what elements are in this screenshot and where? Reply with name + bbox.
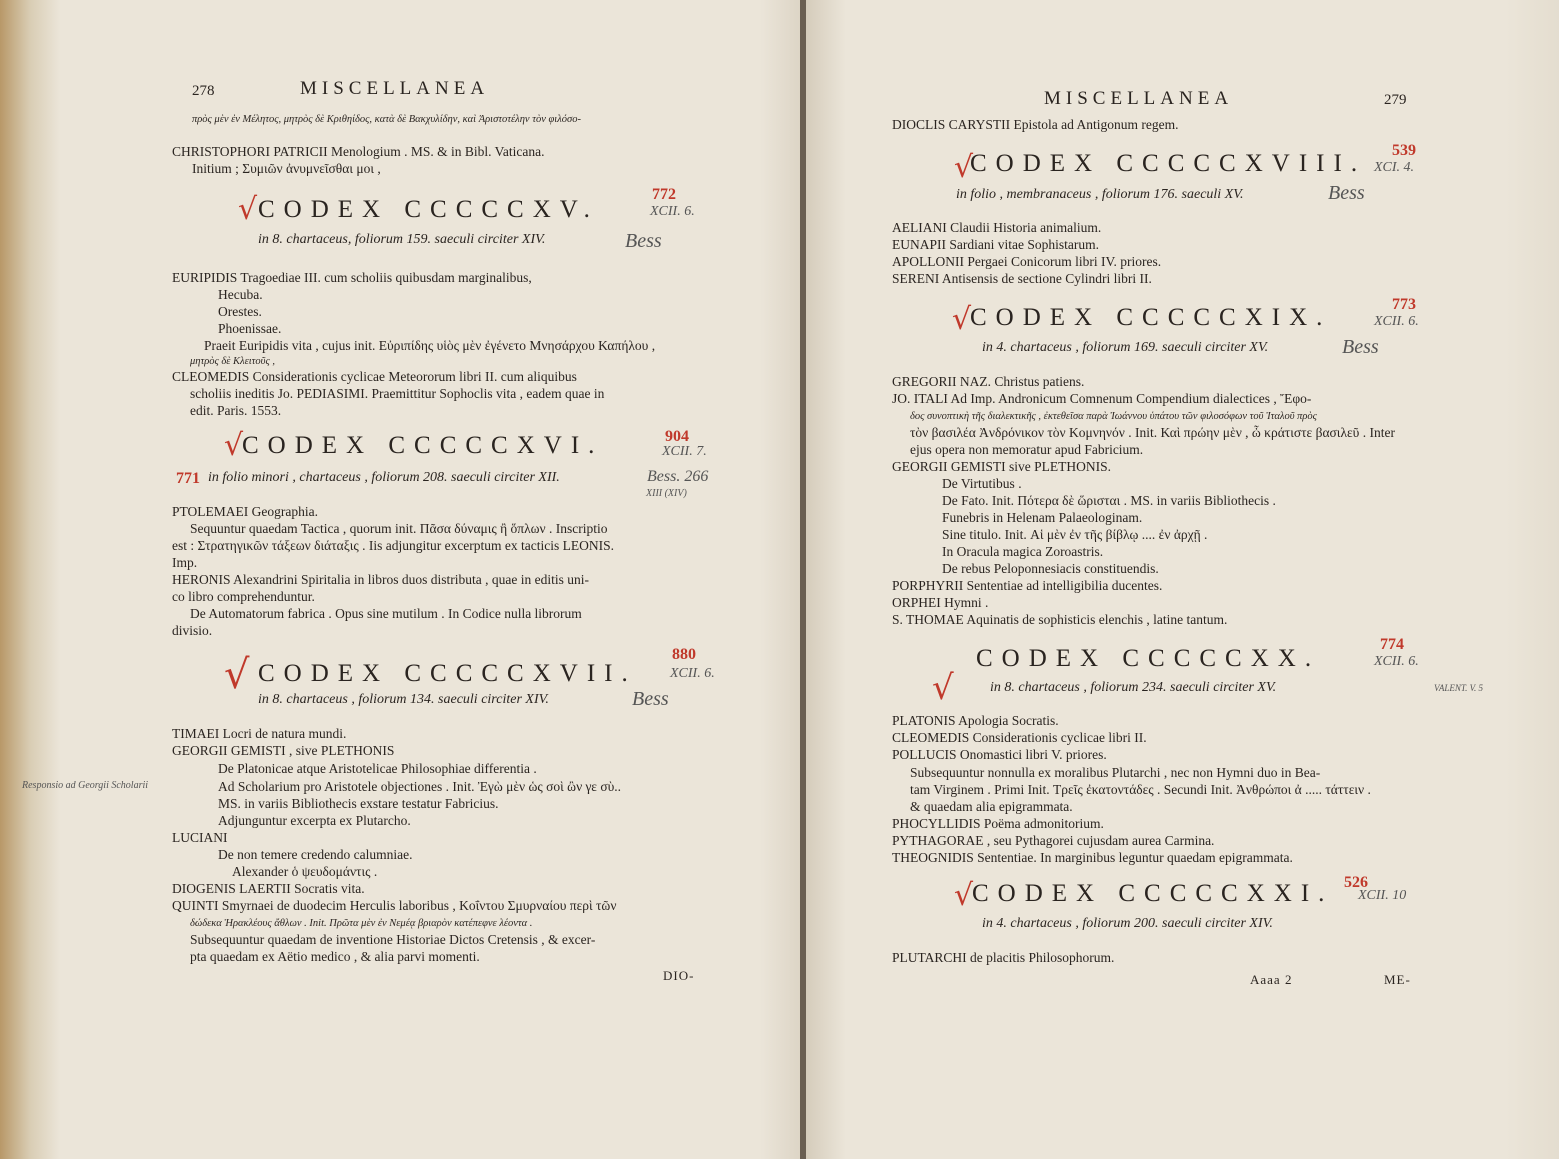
text-line: GEORGII GEMISTI sive PLETHONIS. xyxy=(892,459,1111,474)
text-line: CHRISTOPHORI PATRICII Menologium . MS. & in Bibl. Vaticana. xyxy=(172,144,545,159)
text-line: HERONIS Alexandrini Spiritalia in libros duos distributa , quae in editis uni- xyxy=(172,572,589,587)
text-line: Funebris in Helenam Palaeologinam. xyxy=(942,510,1143,525)
text-line: Ad Scholarium pro Aristotele objectiones . Init. Ἐγὼ μὲν ὡς σοὶ ὢν γε σὺ.. xyxy=(218,779,622,794)
page-number: 278 xyxy=(192,83,215,99)
text-line: LUCIANI xyxy=(172,830,228,845)
right-page xyxy=(806,0,1559,1159)
red-shelf-number: 772 xyxy=(652,186,676,203)
text-line: DIOGENIS LAERTII Socratis vita. xyxy=(172,881,365,896)
text-line: edit. Paris. 1553. xyxy=(190,403,282,418)
text-line: POLLUCIS Onomastici libri V. priores. xyxy=(892,747,1107,762)
check-mark: √ xyxy=(954,150,974,185)
catchword: ME- xyxy=(1384,972,1411,987)
pencil-shelfmark: XCII. 6. xyxy=(1374,314,1419,329)
text-line: PTOLEMAEI Geographia. xyxy=(172,504,318,519)
text-line: In Oracula magica Zoroastris. xyxy=(942,544,1104,559)
text-line: divisio. xyxy=(172,623,213,638)
text-line: Praeit Euripidis vita , cujus init. Εὐριπίδης υἱὸς μὲν ἐγένετο Μνησάρχου Καπήλου , xyxy=(204,338,656,353)
text-line: PHOCYLLIDIS Poëma admonitorium. xyxy=(892,816,1104,831)
text-line: QUINTI Smyrnaei de duodecim Herculis laboribus , Κοΐντου Σμυρναίου περὶ τῶν xyxy=(172,898,617,913)
text-line: τὸν βασιλέα Ἀνδρόνικον τὸν Κομνηνόν . Init. Καὶ πρώην μὲν , ὦ κράτιστε βασιλεῦ . Inter xyxy=(910,425,1395,440)
codex-heading: CODEX CCCCCXX. xyxy=(976,645,1321,672)
pencil-shelfmark: XCII. 6. xyxy=(1374,654,1419,669)
text-line: EUNAPII Sardiani vitae Sophistarum. xyxy=(892,237,1099,252)
hand-note: Bess xyxy=(1328,182,1365,204)
text-line: & quaedam alia epigrammata. xyxy=(910,799,1073,814)
codex-description: in folio minori , chartaceus , foliorum 208. saeculi circiter XII. xyxy=(208,470,560,485)
text-line: Sine titulo. Init. Αἱ μὲν ἐν τῆς βίβλῳ .... ἐν ἀρχῇ . xyxy=(942,527,1208,542)
text-line: Alexander ὁ ψευδομάντις . xyxy=(232,864,378,879)
text-line: THEOGNIDIS Sententiae. In marginibus leguntur quaedam epigrammata. xyxy=(892,850,1293,865)
text-line: δώδεκα Ἡρακλέους ἄθλων . Init. Πρῶτα μὲν ἐν Νεμέᾳ βριαρὸν κατέπεφνε λέοντα . xyxy=(190,918,533,929)
text-line: ORPHEI Hymni . xyxy=(892,595,989,610)
text-line: AELIANI Claudii Historia animalium. xyxy=(892,220,1102,235)
text-line: Imp. xyxy=(172,555,198,570)
text-line: Phoenissae. xyxy=(218,321,282,336)
running-head: MISCELLANEA xyxy=(1044,88,1234,109)
signature-mark: Aaaa 2 xyxy=(1250,972,1293,987)
check-mark: √ xyxy=(238,192,258,227)
text-line: De Fato. Init. Πότερα δὲ ὥρισται . MS. in variis Bibliothecis . xyxy=(942,493,1276,508)
codex-description: in folio , membranaceus , foliorum 176. saeculi XV. xyxy=(956,187,1244,202)
text-line: tam Virginem . Primi Init. Τρεῖς ἐκατοντάδες . Secundi Init. Ἀνθρώποι ἀ ..... τάττειν . xyxy=(910,782,1371,797)
pencil-shelfmark: XCII. 7. xyxy=(662,444,707,459)
text-line: JO. ITALI Ad Imp. Andronicum Comnenum Compendium dialectices , Ἔφο- xyxy=(892,391,1312,406)
text-line: DIOCLIS CARYSTII Epistola ad Antigonum regem. xyxy=(892,117,1179,132)
text-line: Subsequuntur quaedam de inventione Historiae Dictos Cretensis , & excer- xyxy=(190,932,596,947)
text-line: Sequuntur quaedam Tactica , quorum init. Πᾶσα δύναμις ἢ ὅπλων . Inscriptio xyxy=(190,521,608,536)
text-line: S. THOMAE Aquinatis de sophisticis elenchis , latine tantum. xyxy=(892,612,1228,627)
hand-note: Bess xyxy=(1342,336,1379,358)
text-line: De non temere credendo calumniae. xyxy=(218,847,413,862)
codex-heading: CODEX CCCCCXVII. xyxy=(258,660,637,687)
pencil-shelfmark: XCI. 4. xyxy=(1374,160,1415,175)
text-line: MS. in variis Bibliothecis exstare testatur Fabricius. xyxy=(218,796,499,811)
text-line: PLATONIS Apologia Socratis. xyxy=(892,713,1059,728)
text-line: SERENI Antisensis de sectione Cylindri libri II. xyxy=(892,271,1152,286)
hand-note: VALENT. V. 5 xyxy=(1434,683,1484,693)
text-line: PORPHYRII Sententiae ad intelligibilia ducentes. xyxy=(892,578,1163,593)
text-line: APOLLONII Pergaei Conicorum libri IV. priores. xyxy=(892,254,1162,269)
check-mark: √ xyxy=(224,428,244,463)
red-shelf-number: 774 xyxy=(1380,636,1404,653)
margin-red-number: 771 xyxy=(176,470,200,487)
page-number: 279 xyxy=(1384,92,1407,108)
codex-description: in 8. chartaceus, foliorum 159. saeculi circiter XIV. xyxy=(258,232,546,247)
text-line: ejus opera non memoratur apud Fabricium. xyxy=(910,442,1144,457)
text-line: Subsequuntur nonnulla ex moralibus Plutarchi , nec non Hymni duo in Bea- xyxy=(910,765,1321,780)
text-line: Hecuba. xyxy=(218,287,263,302)
text-line: De Platonicae atque Aristotelicae Philosophiae differentia . xyxy=(218,761,537,776)
red-shelf-number: 539 xyxy=(1392,142,1416,159)
codex-heading: CODEX CCCCCXV. xyxy=(258,196,599,223)
text-line: co libro comprehenduntur. xyxy=(172,589,315,604)
margin-note: Responsio ad Georgii Scholarii xyxy=(22,780,149,791)
text-line: est : Στρατηγικῶν τάξεων διάταξις . Iis adjungitur excerptum ex tacticis LEONIS. xyxy=(172,538,615,553)
codex-description: in 8. chartaceus , foliorum 134. saeculi circiter XIV. xyxy=(258,692,549,707)
text-line: pta quaedam ex Aëtio medico , & alia parvi momenti. xyxy=(190,949,480,964)
text-line: GEORGII GEMISTI , sive PLETHONIS xyxy=(172,743,395,758)
check-mark: √ xyxy=(224,652,250,698)
pencil-shelfmark: XCII. 10 xyxy=(1358,888,1407,903)
hand-note: Bess xyxy=(632,688,669,710)
codex-description: in 4. chartaceus , foliorum 200. saeculi circiter XIV. xyxy=(982,916,1273,931)
text-line: πρὸς μὲν ἐν Μέλητος, μητρὸς δὲ Κριθηίδος, κατὰ δὲ Βακχυλίδην, καὶ Ἀριστοτέλην τὸν φιλόσο- xyxy=(192,114,581,125)
text-line: Adjunguntur excerpta ex Plutarcho. xyxy=(218,813,411,828)
codex-heading: CODEX CCCCCXVI. xyxy=(242,432,604,459)
text-line: De Virtutibus . xyxy=(942,476,1022,491)
text-line: GREGORII NAZ. Christus patiens. xyxy=(892,374,1085,389)
red-shelf-number: 880 xyxy=(672,646,696,663)
check-mark: √ xyxy=(952,302,972,337)
codex-description: in 8. chartaceus , foliorum 234. saeculi circiter XV. xyxy=(990,680,1277,695)
check-mark: √ xyxy=(954,878,974,913)
codex-heading: CODEX CCCCCXIX. xyxy=(970,304,1332,331)
codex-heading: CODEX CCCCCXXI. xyxy=(972,880,1334,907)
text-line: CLEOMEDIS Considerationis cyclicae libri II. xyxy=(892,730,1147,745)
red-shelf-number: 904 xyxy=(665,428,689,445)
text-line: TIMAEI Locri de natura mundi. xyxy=(172,726,347,741)
check-mark: √ xyxy=(932,668,954,708)
text-line: PYTHAGORAE , seu Pythagorei cujusdam aurea Carmina. xyxy=(892,833,1215,848)
text-line: δος συνοπτικὴ τῆς διαλεκτικῆς , ἐκτεθεῖσα παρὰ Ἰωάννου ὑπάτου τῶν φιλοσόφων τοῦ Ἰταλοῦ πρὸς xyxy=(910,411,1317,422)
text-line: μητρὸς δὲ Κλειτοῦς , xyxy=(190,356,275,367)
codex-heading: CODEX CCCCCXVIII. xyxy=(970,150,1367,177)
pencil-shelfmark: XCII. 6. xyxy=(670,666,715,681)
pencil-shelfmark: XCII. 6. xyxy=(650,204,695,219)
text-line: scholiis ineditis Jo. PEDIASIMI. Praemittitur Sophoclis vita , eadem quae in xyxy=(190,386,605,401)
red-shelf-number: 773 xyxy=(1392,296,1416,313)
text-line: De rebus Peloponnesiacis constituendis. xyxy=(942,561,1159,576)
codex-description: in 4. chartaceus , foliorum 169. saeculi circiter XV. xyxy=(982,340,1269,355)
text-line: EURIPIDIS Tragoediae III. cum scholiis quibusdam marginalibus, xyxy=(172,270,532,285)
text-line: De Automatorum fabrica . Opus sine mutilum . In Codice nulla librorum xyxy=(190,606,582,621)
running-head: MISCELLANEA xyxy=(300,78,490,99)
hand-note: Bess. 266 xyxy=(647,468,709,485)
pencil-note: XIII (XIV) xyxy=(646,488,687,499)
text-line: Orestes. xyxy=(218,304,262,319)
red-shelf-number: 526 xyxy=(1344,874,1368,891)
hand-note: Bess xyxy=(625,230,662,252)
catchword: DIO- xyxy=(663,968,695,983)
text-line: CLEOMEDIS Considerationis cyclicae Meteororum libri II. cum aliquibus xyxy=(172,369,577,384)
text-line: Initium ; Συμιῶν ἀνυμνεῖσθαι μοι , xyxy=(192,161,381,176)
text-line: PLUTARCHI de placitis Philosophorum. xyxy=(892,950,1115,965)
